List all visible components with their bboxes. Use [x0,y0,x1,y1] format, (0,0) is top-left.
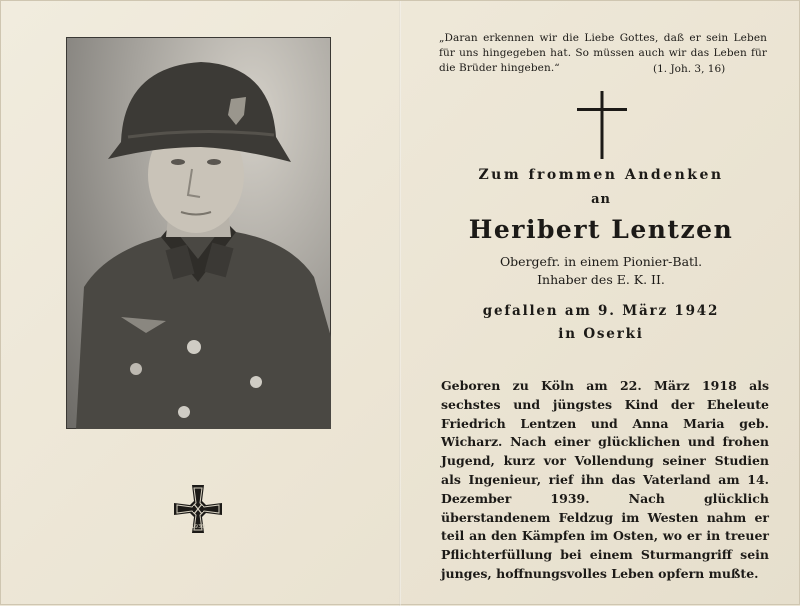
card-fold [399,1,401,606]
cross-year: 1939 [191,524,205,530]
latin-cross-icon [577,91,627,159]
iron-cross-icon [173,484,223,534]
place-of-death: in Oserki [558,326,644,342]
memorial-heading: Zum frommen Andenken [478,167,724,183]
biography-text: Geboren zu Köln am 22. März 1918 als sechstes und jüngstes Kind der Eheleute Friedrich Lentzen und Anna Maria geb. Wicharz. Nach einer glücklichen und frohen Jugend, kurz vor Vollendung seiner Studien als Ingenieur, rief ihn das Vaterland am 14. Dezember 1939. Nach glücklich überstandenem Feldzug im Westen nahm er teil an den Kämpfen im Osten, wo er in treuer Pflichterfüllung bei einem Sturmangriff sein junges, hoffnungsvolles Leben opfern mußte. [441,378,769,581]
soldier-portrait [66,37,331,429]
portrait-drawing [66,37,331,429]
deceased-name: Heribert Lentzen [468,215,734,244]
decoration: Inhaber des E. K. II. [537,272,665,287]
scripture-quote: „Daran erkennen wir die Liebe Gottes, daß er sein Leben für uns hingegeben hat. So müssen auch wir das Leben für die Brüder hingeben.“ [439,32,767,74]
scripture-reference: (1. Joh. 3, 16) [653,63,726,75]
military-rank: Obergefr. in einem Pionier-Batl. [499,254,703,269]
date-of-death: gefallen am 9. März 1942 [482,303,720,319]
memorial-heading-an: an [591,192,611,207]
